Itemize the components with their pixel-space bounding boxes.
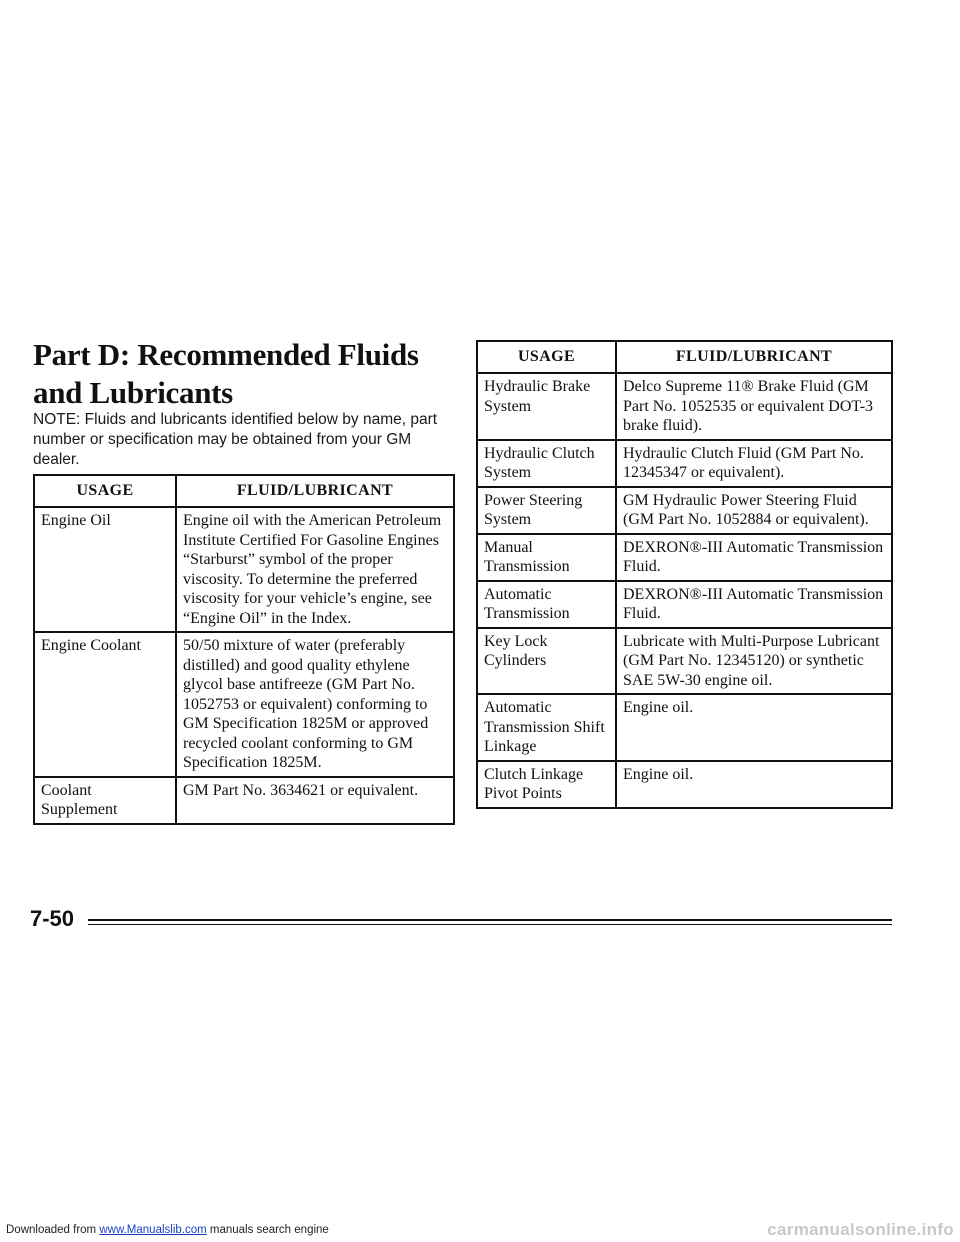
usage-cell: Automatic Transmission <box>477 581 616 628</box>
fluid-cell: Engine oil with the American Petroleum Institute Certified For Gasoline Engines “Starburst” symbol of the proper viscosity. To determine the preferred viscosity for your vehicle’s engine, see “Engine Oil” in the Index. <box>176 507 454 632</box>
usage-cell: Manual Transmission <box>477 534 616 581</box>
fluid-cell: Engine oil. <box>616 761 892 808</box>
table-header-row <box>34 475 454 507</box>
watermark-text: carmanualsonline.info <box>767 1220 954 1239</box>
fluid-cell: Hydraulic Clutch Fluid (GM Part No. 12345347 or equivalent). <box>616 440 892 487</box>
page-footer <box>30 906 892 932</box>
fluid-cell: DEXRON®-III Automatic Transmission Fluid. <box>616 581 892 628</box>
source-suffix: manuals search engine <box>206 1224 329 1236</box>
table-row <box>477 761 892 808</box>
table-row <box>477 581 892 628</box>
fluid-cell: GM Hydraulic Power Steering Fluid (GM Part No. 1052884 or equivalent). <box>616 487 892 534</box>
fluid-cell: DEXRON®-III Automatic Transmission Fluid. <box>616 534 892 581</box>
table-row <box>477 628 892 695</box>
fluid-cell: Lubricate with Multi-Purpose Lubricant (GM Part No. 12345120) or synthetic SAE 5W-30 engine oil. <box>616 628 892 695</box>
usage-cell: Engine Coolant <box>34 632 176 777</box>
table-row <box>477 694 892 761</box>
table-row <box>477 487 892 534</box>
table-row <box>34 507 454 632</box>
usage-cell: Power Steering System <box>477 487 616 534</box>
usage-cell: Coolant Supplement <box>34 777 176 824</box>
usage-header: USAGE <box>477 341 616 373</box>
usage-cell: Hydraulic Brake System <box>477 373 616 440</box>
page-number: 7-50 <box>30 906 75 931</box>
table-row <box>477 373 892 440</box>
usage-cell: Clutch Linkage Pivot Points <box>477 761 616 808</box>
fluids-table-left <box>33 474 455 825</box>
table-row <box>477 534 892 581</box>
table-header-row <box>477 341 892 373</box>
fluids-table-right <box>476 340 893 809</box>
fluid-cell: GM Part No. 3634621 or equivalent. <box>176 777 454 824</box>
usage-cell: Hydraulic Clutch System <box>477 440 616 487</box>
fluid-cell: Delco Supreme 11® Brake Fluid (GM Part No. 1052535 or equivalent DOT-3 brake fluid). <box>616 373 892 440</box>
usage-header: USAGE <box>34 475 176 507</box>
fluid-header: FLUID/LUBRICANT <box>616 341 892 373</box>
table-row <box>34 632 454 777</box>
usage-cell: Engine Oil <box>34 507 176 632</box>
fluid-cell: Engine oil. <box>616 694 892 761</box>
fluid-cell: 50/50 mixture of water (preferably distilled) and good quality ethylene glycol base antifreeze (GM Part No. 1052753 or equivalent) conforming to GM Specification 1825M or approved recycled coolant conforming to GM Specification 1825M. <box>176 632 454 777</box>
table-row <box>477 440 892 487</box>
fluid-header: FLUID/LUBRICANT <box>176 475 454 507</box>
note-text: NOTE: Fluids and lubricants identified below by name, part number or specification may be obtained from your GM dealer. <box>33 411 438 468</box>
download-source <box>6 1224 329 1236</box>
table-row <box>34 777 454 824</box>
footer-rule <box>88 919 892 925</box>
usage-cell: Automatic Transmission Shift Linkage <box>477 694 616 761</box>
usage-cell: Key Lock Cylinders <box>477 628 616 695</box>
page-title: Part D: Recommended Fluids and Lubricants <box>33 337 419 410</box>
manualslib-link[interactable]: www.Manualslib.com <box>99 1224 207 1236</box>
source-prefix: Downloaded from <box>6 1224 100 1236</box>
